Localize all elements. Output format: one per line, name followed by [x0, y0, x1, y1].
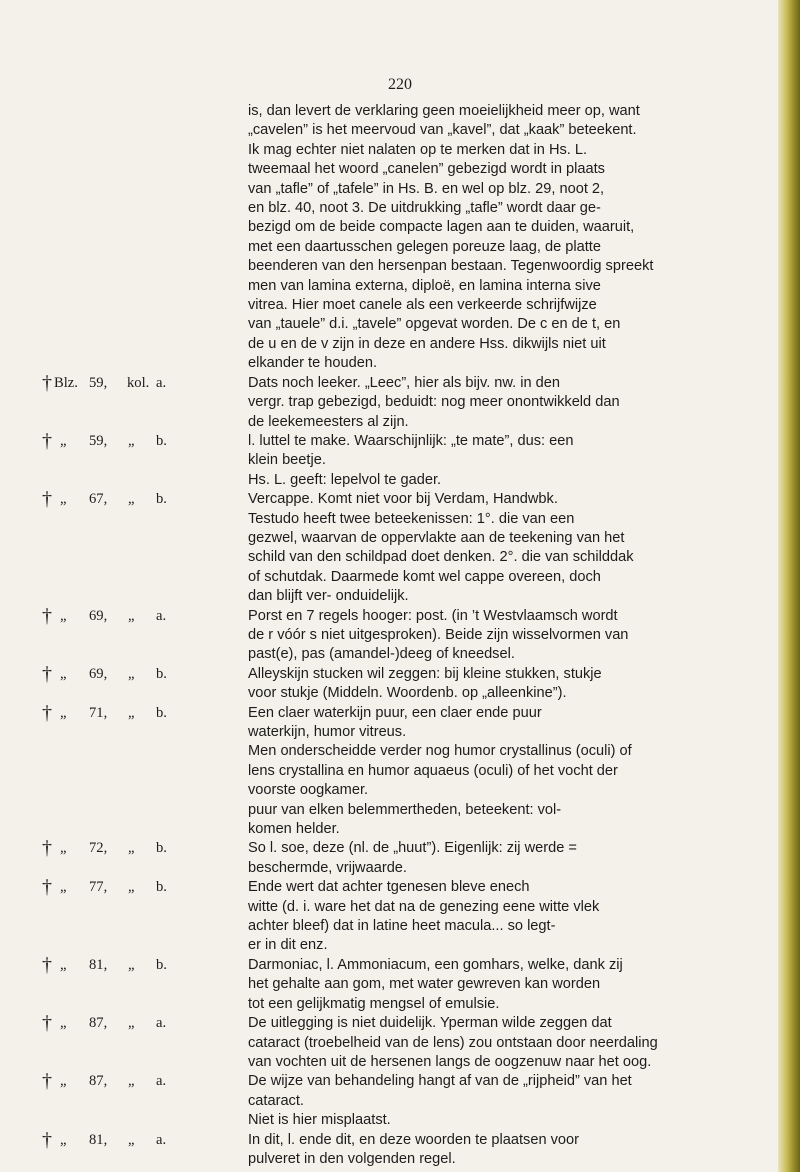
ditto-mark: „ [128, 1073, 135, 1090]
ditto-mark: „ [128, 704, 135, 721]
entry-line: klein beetje. [248, 452, 326, 469]
dagger-mark: † [42, 1070, 52, 1093]
page-number: 220 [388, 76, 412, 93]
entry-reference [0, 429, 248, 452]
entry-line: Dats noch leeker. „Leec”, hier als bijv. nw. in den [248, 374, 561, 391]
ref-column: b. [156, 665, 167, 682]
ditto-mark: „ [60, 491, 67, 508]
ditto-mark: „ [128, 607, 135, 624]
entry-line: Hs. L. geeft: lepelvol te gader. [248, 471, 442, 488]
intro-line: vitrea. Hier moet canele als een verkeerde schrijfwijze [248, 297, 597, 314]
ditto-mark: „ [60, 704, 67, 721]
entry-line: Porst en 7 regels hooger: post. (in ’t Westvlaamsch wordt [248, 607, 618, 624]
annotation-entry [0, 953, 790, 1014]
dagger-mark: † [42, 488, 52, 511]
dagger-mark: † [42, 701, 52, 724]
entry-text [248, 878, 746, 956]
annotation-entry [0, 371, 790, 432]
ref-page: 69, [89, 665, 108, 682]
intro-line: van „tauele” d.i. „tavele” opgevat worden. De c en de t, en [248, 316, 621, 333]
ditto-mark: „ [128, 840, 135, 857]
intro-line: elkander te houden. [248, 355, 378, 372]
entry-reference [0, 371, 248, 394]
entry-text [248, 432, 746, 490]
entry-line: waterkijn, humor vitreus. [248, 724, 407, 740]
entry-text [248, 665, 746, 704]
entry-line: tot een gelijkmatig mengsel of emulsie. [248, 995, 500, 1012]
ref-page: 67, [89, 491, 108, 508]
entry-line: cataract. [248, 1092, 304, 1109]
ref-page: 71, [89, 704, 108, 721]
dagger-mark: † [42, 429, 52, 452]
dagger-mark: † [42, 953, 52, 976]
annotation-entry [0, 662, 790, 704]
annotation-entry [0, 490, 790, 606]
entry-line: van vochten uit de hersenen langs de oogzenuw naar het oog. [248, 1053, 652, 1070]
entry-line: So l. soe, deze (nl. de „huut”). Eigenlijk: zij werde = [248, 840, 577, 857]
dagger-mark: † [42, 371, 52, 394]
annotation-list [0, 371, 790, 1170]
entry-line: past(e), pas (amandel-)deeg of kneedsel. [248, 646, 515, 663]
ref-column: b. [156, 704, 167, 721]
entry-reference [0, 1072, 248, 1091]
entry-text [248, 704, 746, 840]
ref-page: 72, [89, 840, 108, 857]
entry-line: komen helder. [248, 821, 340, 838]
ditto-mark: „ [60, 879, 67, 896]
ref-column: b. [156, 432, 167, 449]
intro-line: beenderen van den hersenpan bestaan. Tegenwoordig spreekt [248, 258, 654, 275]
annotation-entry [0, 839, 790, 878]
ref-column: b. [156, 840, 167, 857]
ref-page: 59, [89, 432, 108, 449]
entry-reference [0, 662, 248, 685]
entry-reference [0, 878, 248, 897]
ref-kol: kol. [127, 374, 150, 391]
intro-line: „cavelen” is het meervoud van „kavel”, dat „kaak” beteekent. [248, 122, 637, 139]
intro-line: bezigd om de beide compacte lagen aan te duiden, waaruit, [248, 219, 635, 236]
ref-column: a. [156, 374, 167, 391]
dagger-mark: † [42, 604, 52, 627]
ditto-mark: „ [128, 432, 135, 449]
ref-column: b. [156, 491, 167, 508]
entry-text [248, 607, 746, 665]
intro-line: de u en de v zijn in deze en andere Hss. dikwijls niet uit [248, 335, 606, 352]
annotation-entry [0, 1072, 790, 1130]
ditto-mark: „ [128, 1131, 135, 1148]
dagger-mark: † [42, 876, 52, 899]
entry-reference [0, 1128, 248, 1151]
ref-page: 59, [89, 374, 108, 391]
entry-line: achter bleef) dat in latine heet macula... so legt- [248, 918, 556, 935]
entry-line: Testudo heeft twee beteekenissen: 1°. die van een [248, 510, 575, 527]
entry-line: het gehalte aan gom, met water gewreven kan worden [248, 976, 601, 993]
entry-text [248, 1014, 746, 1072]
dagger-mark: † [42, 662, 52, 685]
entry-text [248, 374, 746, 432]
ref-column: b. [156, 879, 167, 896]
intro-paragraph [248, 102, 746, 374]
entry-line: beschermde, vrijwaarde. [248, 859, 407, 876]
annotation-entry [0, 878, 790, 956]
ditto-mark: „ [60, 1015, 67, 1032]
entry-line: lens crystallina en humor aquaeus (oculi) of het vocht der [248, 762, 618, 779]
dagger-mark: † [42, 1128, 52, 1151]
entry-text [248, 839, 746, 878]
ditto-mark: „ [60, 956, 67, 973]
entry-line: cataract (troebelheid van de lens) zou ontstaan door neerdaling [248, 1034, 658, 1051]
dagger-mark: † [42, 837, 52, 860]
intro-line: van „tafle” of „tafele” in Hs. B. en wel op blz. 29, noot 2, [248, 180, 605, 197]
entry-reference [0, 701, 248, 724]
entry-reference [0, 604, 248, 627]
entry-line: Men onderscheidde verder nog humor crystallinus (oculi) of [248, 743, 632, 760]
ref-page: 81, [89, 1131, 108, 1148]
annotation-entry [0, 1014, 790, 1072]
entry-line: l. luttel te make. Waarschijnlijk: „te mate”, dus: een [248, 432, 574, 449]
entry-line: voor stukje (Middeln. Woordenb. op „alleenkine”). [248, 685, 567, 702]
entry-line: De wijze van behandeling hangt af van de „rijpheid” van het [248, 1073, 632, 1090]
entry-line: Vercappe. Komt niet voor bij Verdam, Handwbk. [248, 491, 558, 508]
ref-blz: Blz. [54, 374, 78, 391]
ref-page: 69, [89, 607, 108, 624]
ref-column: a. [156, 1015, 167, 1032]
ditto-mark: „ [128, 956, 135, 973]
annotation-entry [0, 701, 790, 840]
entry-line: witte (d. i. ware het dat na de genezing eene witte vlek [248, 898, 600, 915]
entry-text [248, 490, 746, 606]
dagger-mark: † [42, 1012, 52, 1035]
annotation-entry [0, 429, 790, 490]
annotation-entry [0, 604, 790, 665]
ditto-mark: „ [60, 607, 67, 624]
entry-line: Niet is hier misplaatst. [248, 1112, 391, 1129]
entry-line: vergr. trap gebezigd, beduidt: nog meer onontwikkeld dan [248, 394, 620, 411]
entry-reference [0, 490, 248, 509]
annotation-entry [0, 1128, 790, 1170]
ref-column: a. [156, 1131, 167, 1148]
entry-reference [0, 1014, 248, 1033]
entry-line: schild van den schildpad doet denken. 2°. die van schilddak [248, 549, 634, 566]
ditto-mark: „ [128, 665, 135, 682]
entry-line: puur van elken belemmertheden, beteekent: vol- [248, 801, 562, 818]
entry-line: de leekemeesters al zijn. [248, 413, 409, 430]
entry-line: er in dit enz. [248, 937, 328, 954]
entry-line: gezwel, waarvan de oppervlakte aan de teekening van het [248, 529, 625, 546]
page-content [0, 102, 790, 1169]
ref-page: 87, [89, 1073, 108, 1090]
intro-line: Ik mag echter niet nalaten op te merken dat in Hs. L. [248, 141, 588, 158]
ref-page: 81, [89, 956, 108, 973]
ref-column: a. [156, 1073, 167, 1090]
ditto-mark: „ [128, 879, 135, 896]
entry-line: dan blijft ver- onduidelijk. [248, 588, 409, 605]
entry-line: de r vóór s niet uitgesproken). Beide zijn wisselvormen van [248, 626, 629, 643]
intro-line: met een daartusschen gelegen poreuze laag, de platte [248, 238, 601, 255]
intro-line: en blz. 40, noot 3. De uitdrukking „tafle” wordt daar ge- [248, 200, 601, 217]
ref-page: 87, [89, 1015, 108, 1032]
intro-line: is, dan levert de verklaring geen moeielijkheid meer op, want [248, 103, 640, 119]
entry-line: Alleyskijn stucken wil zeggen: bij kleine stukken, stukje [248, 665, 602, 682]
entry-line: Ende wert dat achter tgenesen bleve enech [248, 879, 530, 896]
entry-line: voorste oogkamer. [248, 782, 369, 799]
entry-line: Een claer waterkijn puur, een claer ende puur [248, 704, 542, 721]
entry-line: In dit, l. ende dit, en deze woorden te plaatsen voor [248, 1131, 580, 1148]
entry-text [248, 1072, 746, 1130]
intro-line: men van lamina externa, diploë, en lamina interna sive [248, 277, 601, 294]
intro-line: tweemaal het woord „canelen” gebezigd wordt in plaats [248, 161, 605, 178]
entry-line: of schutdak. Daarmede komt wel cappe overeen, doch [248, 568, 601, 585]
ref-column: b. [156, 956, 167, 973]
ditto-mark: „ [60, 432, 67, 449]
ditto-mark: „ [128, 1015, 135, 1032]
entry-text [248, 1131, 746, 1170]
ditto-mark: „ [128, 491, 135, 508]
ditto-mark: „ [60, 1131, 67, 1148]
entry-line: pulveret in den volgenden regel. [248, 1150, 456, 1167]
entry-line: De uitlegging is niet duidelijk. Yperman wilde zeggen dat [248, 1015, 612, 1032]
entry-text [248, 956, 746, 1014]
entry-reference [0, 839, 248, 858]
entry-reference [0, 953, 248, 976]
entry-line: Darmoniac, l. Ammoniacum, een gomhars, welke, dank zij [248, 956, 623, 973]
ditto-mark: „ [60, 1073, 67, 1090]
ditto-mark: „ [60, 840, 67, 857]
ditto-mark: „ [60, 665, 67, 682]
ref-page: 77, [89, 879, 108, 896]
ref-column: a. [156, 607, 167, 624]
